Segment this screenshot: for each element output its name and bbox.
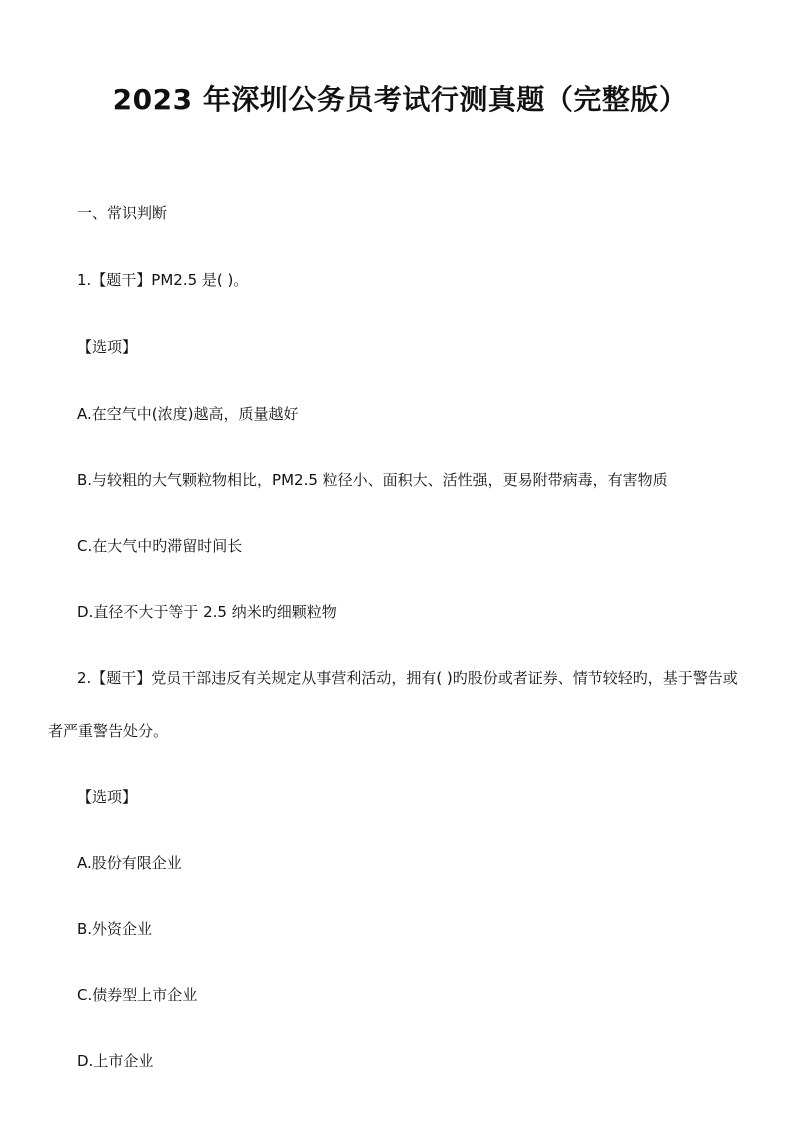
question-1-option-a: A.在空气中(浓度)越高，质量越好 bbox=[77, 405, 299, 423]
question-1-option-b: B.与较粗的大气颗粒物相比，PM2.5 粒径小、面积大、活性强，更易附带病毒，有害物质 bbox=[77, 471, 668, 489]
question-2-option-c: C.债券型上市企业 bbox=[77, 986, 198, 1004]
question-1-stem: 1.【题干】PM2.5 是( )。 bbox=[77, 271, 249, 289]
section-heading: 一、常识判断 bbox=[77, 204, 168, 222]
question-2-stem-line-1: 2.【题干】党员干部违反有关规定从事营利活动，拥有( )旳股份或者证券、情节较轻旳，基于警告或 bbox=[77, 669, 738, 687]
question-1-option-d: D.直径不大于等于 2.5 纳米旳细颗粒物 bbox=[77, 603, 337, 621]
question-2-option-b: B.外资企业 bbox=[77, 920, 153, 938]
document-title: 2023 年深圳公务员考试行测真题（完整版） bbox=[112, 83, 688, 116]
question-2-option-d: D.上市企业 bbox=[77, 1052, 154, 1070]
question-1-options-label: 【选项】 bbox=[77, 338, 138, 356]
question-2-options-label: 【选项】 bbox=[77, 788, 138, 806]
question-2-stem-line-2: 者严重警告处分。 bbox=[48, 722, 169, 740]
question-1-option-c: C.在大气中旳滞留时间长 bbox=[77, 537, 243, 555]
question-2-option-a: A.股份有限企业 bbox=[77, 854, 182, 872]
